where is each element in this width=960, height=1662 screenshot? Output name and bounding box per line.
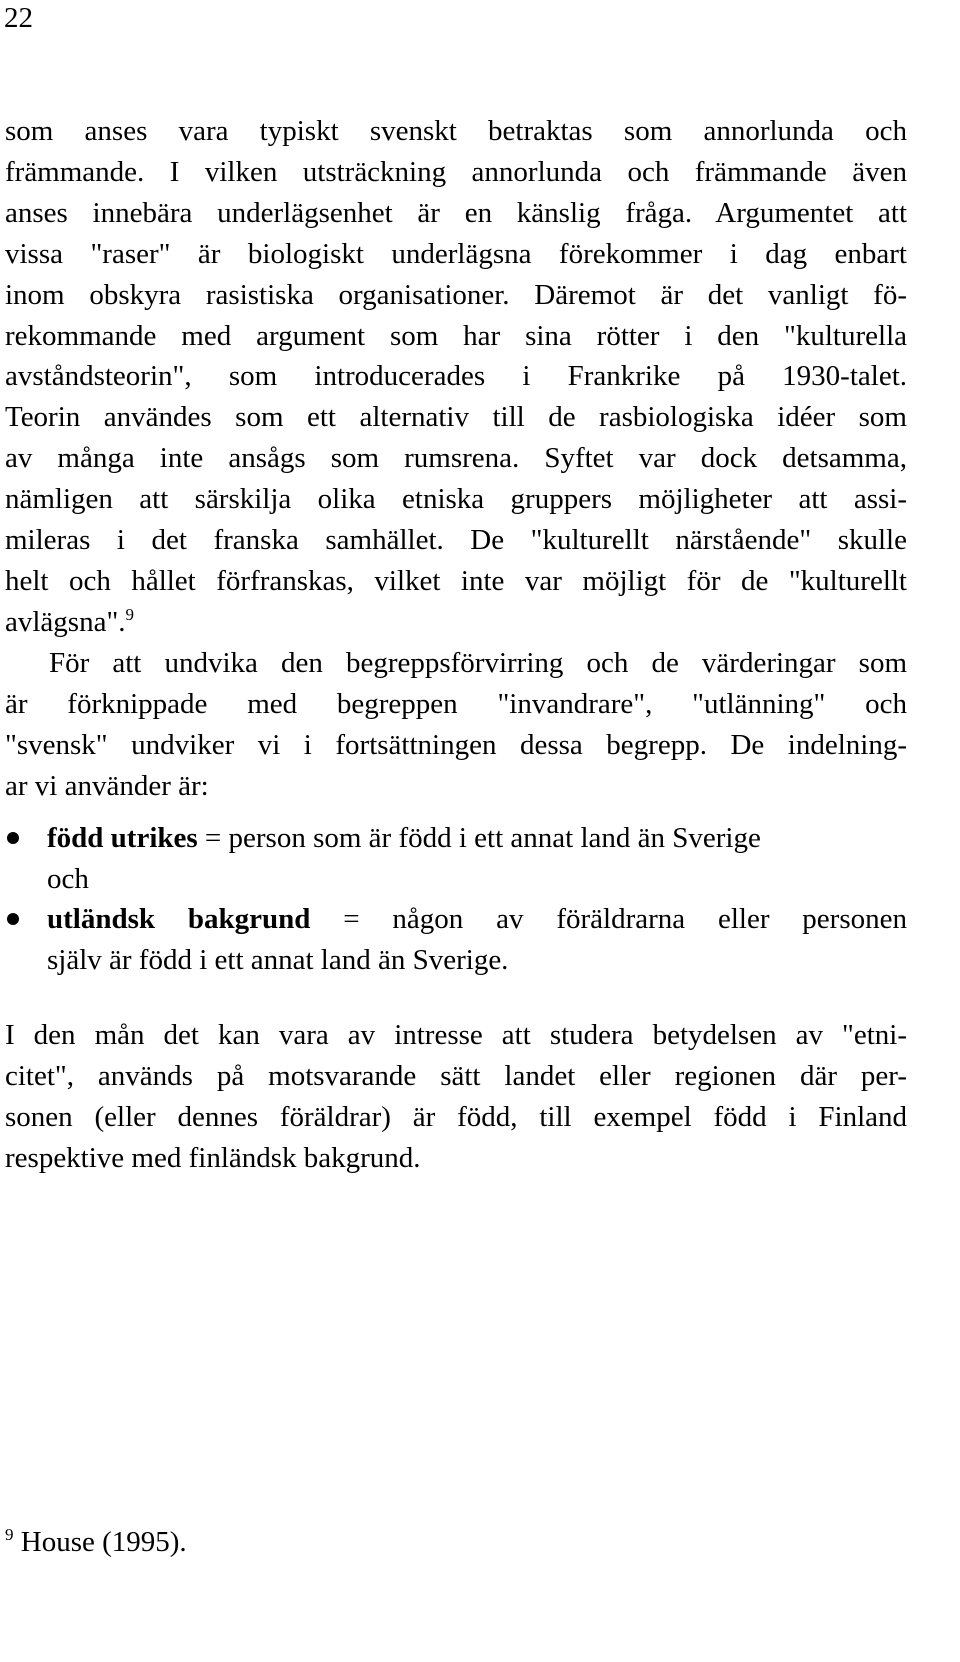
page-number: 22 (4, 2, 33, 34)
footnote (5, 1522, 187, 1562)
definition-list (0, 818, 907, 980)
definition-text: = person som är född i ett annat land än Sverige (197, 822, 761, 854)
text-line: ar vi använder är: (5, 769, 209, 802)
definition-item (0, 818, 907, 859)
connector-word: och (47, 862, 89, 895)
text-line: I den mån det kan vara av intresse att studera betydelsen av "etni- (5, 1019, 907, 1051)
text-line: helt och hållet förfranskas, vilket inte var möjligt för de "kulturellt (5, 564, 907, 597)
text-line: vissa "raser" är biologiskt underlägsna förekommer i dag enbart (5, 237, 907, 270)
text-line: Teorin användes som ett alternativ till de rasbiologiska idéer som (5, 401, 907, 434)
text-line: inom obskyra rasistiska organisationer. Däremot är det vanligt fö- (5, 278, 907, 311)
text-line: främmande. I vilken utsträckning annorlunda och främmande även (5, 155, 907, 188)
definition-line (47, 818, 907, 859)
text-line: respektive med finländsk bakgrund. (5, 1141, 421, 1174)
footnote-reference: 9 (125, 604, 135, 624)
text-line: anses innebära underlägsenhet är en känslig fråga. Argumentet att (5, 196, 907, 229)
definition-text: = någon av föräldrarna eller personen (310, 903, 907, 935)
definition-item (0, 899, 907, 980)
text-line: avståndsteorin", som introducerades i Frankrike på 1930-talet. (5, 360, 907, 393)
text-line (5, 602, 907, 643)
text-line: som anses vara typiskt svenskt betraktas som annorlunda och (5, 115, 907, 147)
paragraph-intro (5, 111, 907, 806)
text-line: citet", används på motsvarande sätt landet eller regionen där per- (5, 1059, 907, 1092)
definition-line (47, 899, 907, 940)
footnote-number: 9 (5, 1525, 14, 1544)
bullet-icon (7, 913, 19, 925)
text-line: av många inte ansågs som rumsrena. Syftet var dock detsamma, (5, 442, 907, 475)
text-line: sonen (eller dennes föräldrar) är född, till exempel född i Finland (5, 1100, 907, 1133)
bullet-icon (7, 832, 19, 844)
text-line: "svensk" undviker vi i fortsättningen dessa begrepp. De indelning- (5, 728, 907, 761)
paragraph-ethnicity (5, 1015, 907, 1179)
text-line: rekommande med argument som har sina rötter i den "kulturella (5, 319, 907, 352)
text-line: nämligen att särskilja olika etniska gruppers möjligheter att assi- (5, 483, 907, 516)
text-line: är förknippade med begreppen "invandrare", "utlänning" och (5, 687, 907, 720)
footnote-text: House (1995). (13, 1526, 187, 1558)
text-line: mileras i det franska samhället. De "kulturellt närstående" skulle (5, 524, 907, 557)
definition-term: född utrikes (47, 822, 198, 854)
text-line-content: avlägsna". (5, 605, 126, 638)
text-line: För att undvika den begreppsförvirring och de värderingar som (49, 646, 907, 679)
definition-line: själv är född i ett annat land än Sverige. (47, 943, 509, 976)
definition-term: utländsk bakgrund (47, 903, 311, 935)
